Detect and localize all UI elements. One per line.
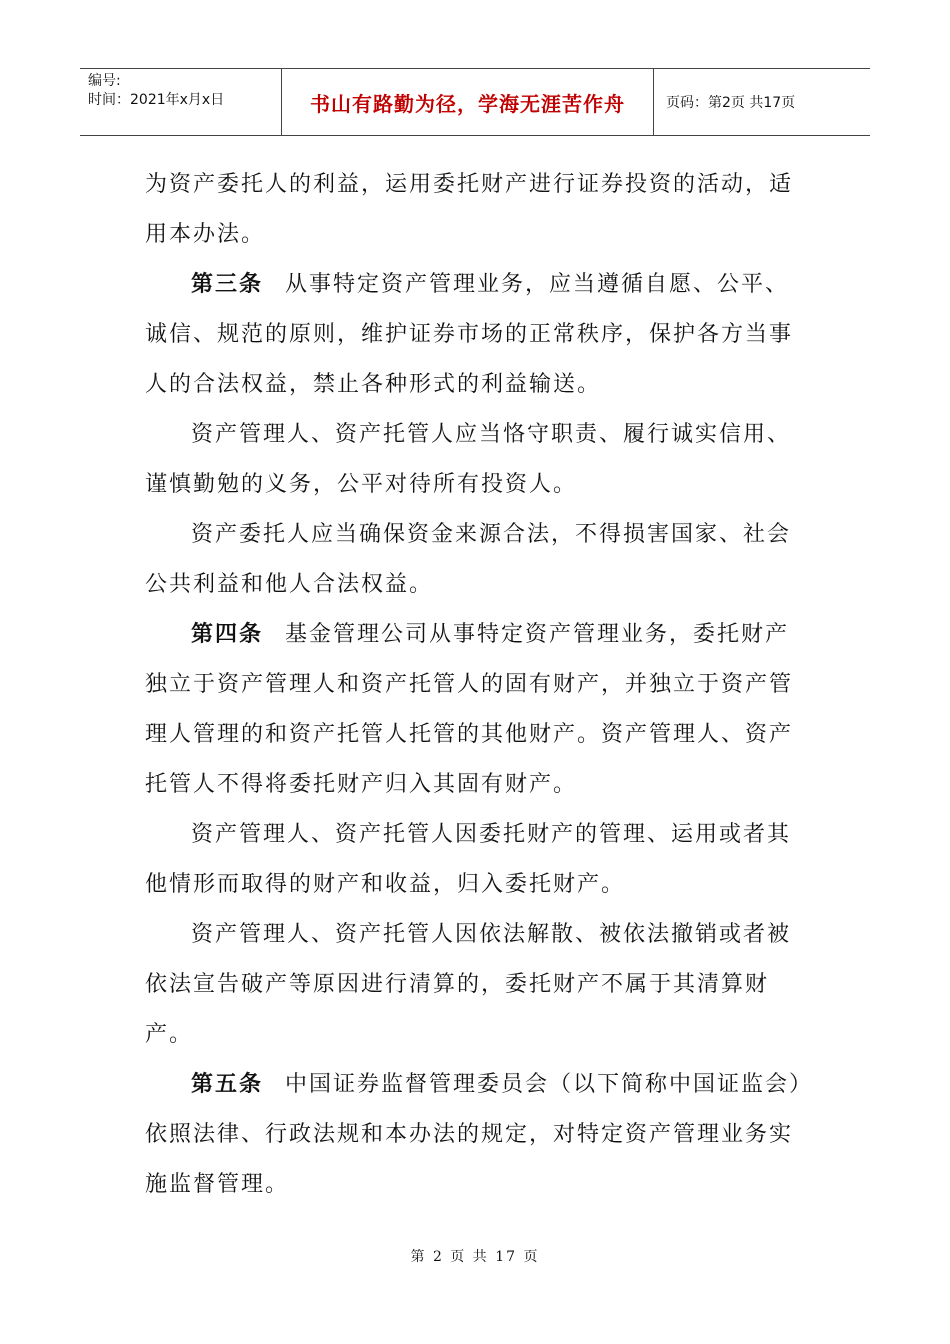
article-3-label: 第三条 bbox=[191, 272, 264, 297]
article-4 bbox=[145, 610, 810, 810]
article-4-text: 基金管理公司从事特定资产管理业务，委托财产独立于资产管理人和资产托管人的固有财产，并独立于资产管理人管理的和资产托管人托管的其他财产。资产管理人、资产托管人不得将委托财产归入其固有财产。 bbox=[145, 622, 794, 797]
document-number-label: 编号: bbox=[88, 73, 121, 89]
paragraph-manager-duties: 资产管理人、资产托管人应当恪守职责、履行诚实信用、谨慎勤勉的义务，公平对待所有投资人。 bbox=[145, 422, 792, 497]
paragraph-client-funds: 资产委托人应当确保资金来源合法，不得损害国家、社会公共利益和他人合法权益。 bbox=[145, 522, 792, 597]
article-3-text: 从事特定资产管理业务，应当遵循自愿、公平、诚信、规范的原则，维护证券市场的正常秩序，保护各方当事人的合法权益，禁止各种形式的利益输送。 bbox=[145, 272, 794, 397]
article-5 bbox=[145, 1060, 810, 1210]
document-body bbox=[145, 160, 810, 1210]
paragraph-continuation: 为资产委托人的利益，运用委托财产进行证券投资的活动，适用本办法。 bbox=[145, 172, 794, 247]
header-motto: 书山有路勤为径，学海无涯苦作舟 bbox=[282, 69, 654, 135]
paragraph-liquidation: 资产管理人、资产托管人因依法解散、被依法撤销或者被依法宣告破产等原因进行清算的，委托财产不属于其清算财产。 bbox=[145, 922, 792, 1047]
article-5-text: 中国证券监督管理委员会（以下简称中国证监会）依照法律、行政法规和本办法的规定，对特定资产管理业务实施监督管理。 bbox=[145, 1072, 803, 1197]
paragraph-property-income: 资产管理人、资产托管人因委托财产的管理、运用或者其他情形而取得的财产和收益，归入委托财产。 bbox=[145, 822, 792, 897]
document-time-label: 时间：2021年x月x日 bbox=[88, 92, 225, 108]
header-page-code: 页码：第2页 共17页 bbox=[666, 95, 796, 111]
page-footer: 第 2 页 共 17 页 bbox=[410, 1249, 540, 1265]
article-3 bbox=[145, 260, 810, 410]
article-4-label: 第四条 bbox=[191, 622, 264, 647]
header-meta-cell bbox=[80, 69, 282, 135]
page-header bbox=[80, 68, 870, 136]
article-5-label: 第五条 bbox=[191, 1072, 264, 1097]
